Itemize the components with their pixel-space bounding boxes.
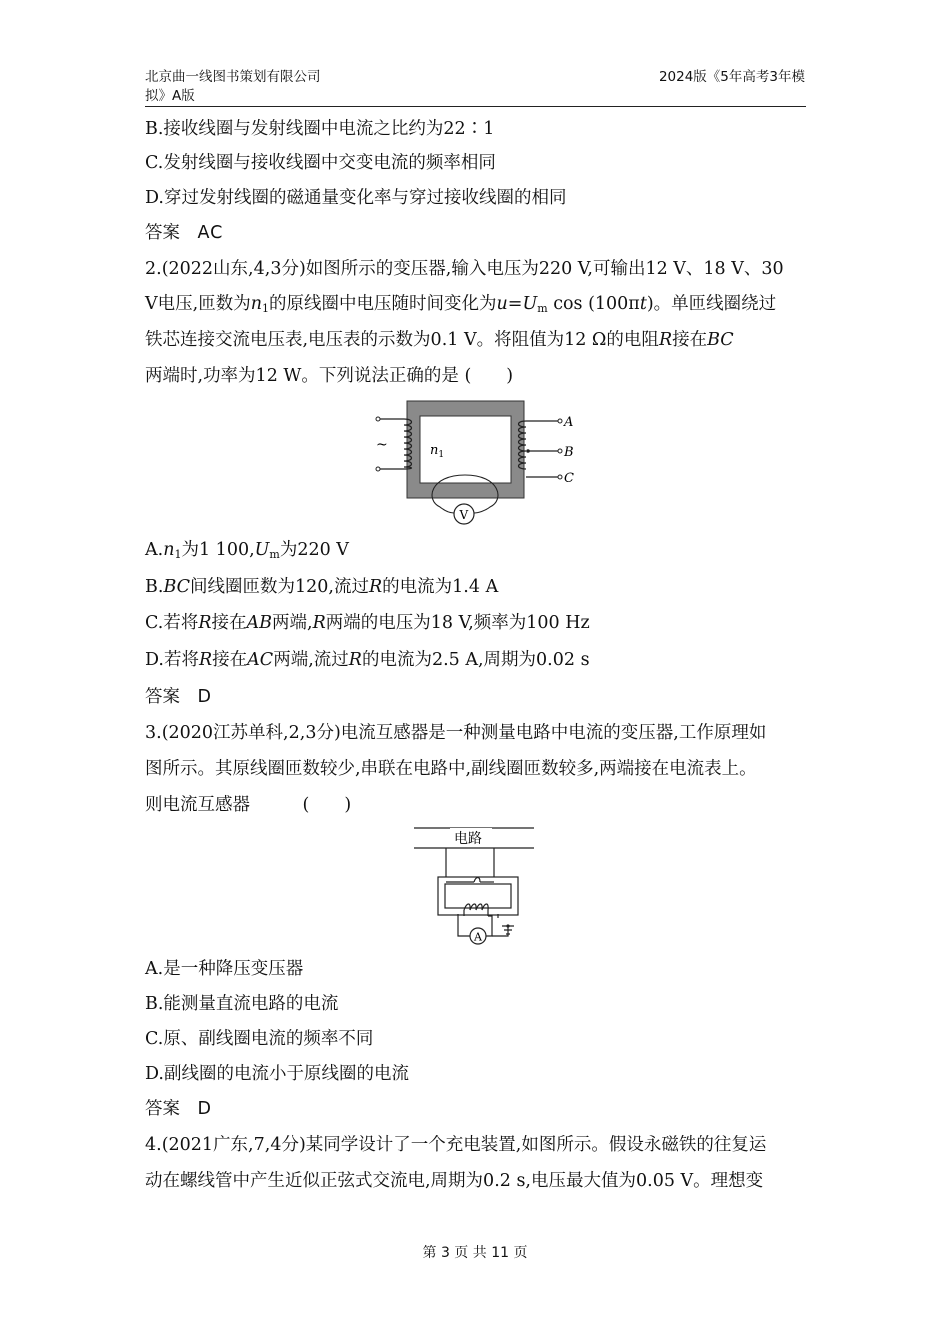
q3-option-a: A.是一种降压变压器 — [145, 959, 304, 979]
q2-option-d: D.若将R接在AC两端,流过R的电流为2.5 A,周期为0.02 s — [145, 650, 590, 670]
q3-stem-line2: 图所示。其原线圈匝数较少,串联在电路中,副线圈匝数较多,两端接在电流表上。 — [145, 759, 757, 779]
q2-stem-line3: 铁芯连接交流电压表,电压表的示数为0.1 V。将阻值为12 Ω的电阻R接在BC — [145, 330, 734, 350]
ammeter-label: A — [474, 930, 482, 944]
q4-stem-line1: 4.(2021广东,7,4分)某同学设计了一个充电装置,如图所示。假设永磁铁的往复运 — [145, 1135, 767, 1155]
q1-option-c: C.发射线圈与接收线圈中交变电流的频率相同 — [145, 153, 496, 173]
q3-option-d: D.副线圈的电流小于原线圈的电流 — [145, 1064, 409, 1084]
circuit-label: 电路 — [454, 831, 482, 847]
header-publisher: 北京曲一线图书策划有限公司 — [145, 69, 321, 85]
q1-answer-line — [145, 221, 223, 245]
answer-label: 答案 — [145, 1099, 180, 1119]
q3-option-b: B.能测量直流电路的电流 — [145, 994, 339, 1014]
q2-option-b: B.BC间线圈匝数为120,流过R的电流为1.4 A — [145, 577, 499, 597]
header-book-title: 2024版《5年高考3年模 — [658, 69, 805, 85]
terminal-c-label: C — [564, 471, 574, 486]
ac-source-symbol: ~ — [376, 437, 388, 453]
answer-value: D — [197, 687, 212, 707]
current-transformer-diagram — [412, 822, 540, 950]
q4-stem-line2: 动在螺线管中产生近似正弦式交流电,周期为0.2 s,电压最大值为0.05 V。理想变 — [145, 1171, 764, 1191]
ct-core-inner — [445, 884, 511, 908]
page-number: 第 3 页 共 11 页 — [422, 1245, 528, 1261]
q2-stem-line2: V电压,匝数为$n_1$的原线圈中电压随时间变化为$u=U_m$ cos (100πt)。单匝线圈绕过 — [145, 294, 777, 315]
q2-option-c: C.若将R接在AB两端,R两端的电压为18 V,频率为100 Hz — [145, 613, 590, 633]
q2-answer-line — [145, 685, 212, 709]
answer-label: 答案 — [145, 223, 180, 243]
q2-option-a: $A.n_1$为1 $100,U_m$为220 V — [145, 540, 349, 561]
answer-label: 答案 — [145, 687, 180, 707]
q2-stem-line4: 两端时,功率为12 W。下列说法正确的是 ( ) — [145, 366, 514, 386]
q2-stem-line1: 2.(2022山东,4,3分)如图所示的变压器,输入电压为220 V,可输出12 V、18 V、30 — [145, 259, 784, 279]
terminal-b-label: B — [564, 445, 574, 460]
header-divider — [145, 106, 806, 107]
q3-option-c: C.原、副线圈电流的频率不同 — [145, 1029, 374, 1049]
q1-option-b: B.接收线圈与发射线圈中电流之比约为22∶1 — [145, 119, 495, 139]
q3-stem-line3: 则电流互感器 ( ) — [145, 795, 352, 815]
answer-value: AC — [197, 223, 224, 243]
voltmeter-label: V — [459, 508, 469, 522]
header-book-title-cont: 拟》A版 — [145, 88, 195, 104]
q3-answer-line — [145, 1097, 212, 1121]
answer-value: D — [197, 1099, 212, 1119]
transformer-diagram — [370, 395, 580, 530]
primary-coil-label: $n_1$ — [430, 443, 445, 460]
q3-stem-line1: 3.(2020江苏单科,2,3分)电流互感器是一种测量电路中电流的变压器,工作原理如 — [145, 723, 767, 743]
terminal-a-label: A — [564, 415, 574, 430]
q1-option-d: D.穿过发射线圈的磁通量变化率与穿过接收线圈的相同 — [145, 188, 567, 208]
